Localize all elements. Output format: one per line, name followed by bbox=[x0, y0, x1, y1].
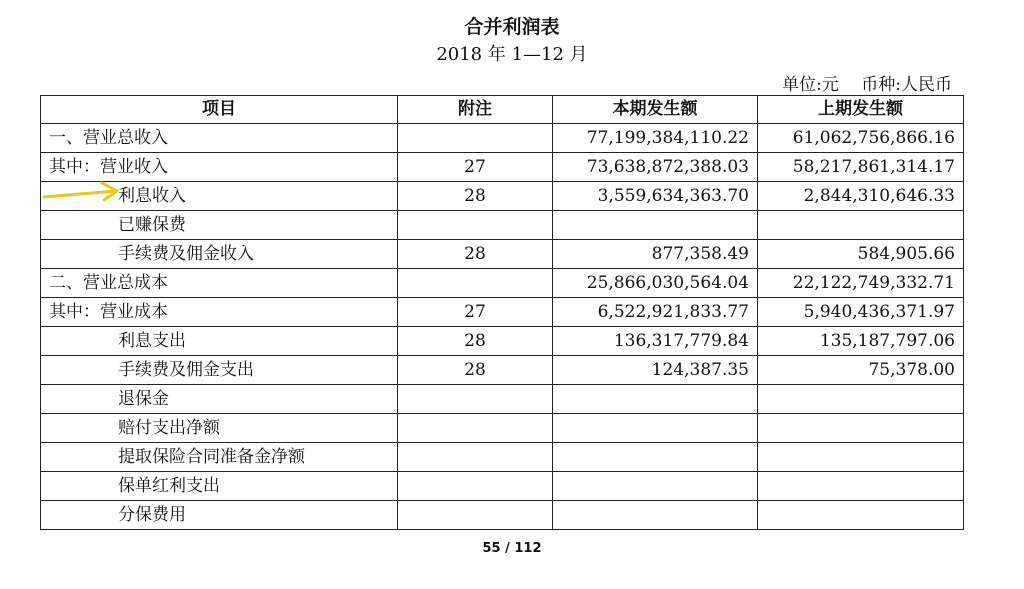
current-amount-cell bbox=[553, 443, 758, 472]
table-row bbox=[41, 182, 964, 211]
table-row bbox=[41, 385, 964, 414]
note-cell: 27 bbox=[398, 298, 553, 327]
table-row bbox=[41, 124, 964, 153]
item-cell: 其中：营业收入 bbox=[41, 153, 398, 182]
table-row bbox=[41, 211, 964, 240]
note-cell bbox=[398, 414, 553, 443]
item-cell: 保单红利支出 bbox=[41, 472, 398, 501]
current-amount-cell bbox=[553, 501, 758, 530]
table-row bbox=[41, 443, 964, 472]
item-cell: 手续费及佣金收入 bbox=[41, 240, 398, 269]
note-cell bbox=[398, 269, 553, 298]
item-cell: 分保费用 bbox=[41, 501, 398, 530]
note-cell: 28 bbox=[398, 182, 553, 211]
current-amount-cell: 877,358.49 bbox=[553, 240, 758, 269]
item-cell: 其中：营业成本 bbox=[41, 298, 398, 327]
note-cell bbox=[398, 385, 553, 414]
current-amount-cell: 136,317,779.84 bbox=[553, 327, 758, 356]
item-cell: 已赚保费 bbox=[41, 211, 398, 240]
highlight-arrow-icon bbox=[42, 180, 122, 204]
previous-amount-cell: 584,905.66 bbox=[758, 240, 964, 269]
column-header-note: 附注 bbox=[398, 96, 553, 124]
note-cell: 28 bbox=[398, 356, 553, 385]
note-cell: 28 bbox=[398, 327, 553, 356]
current-amount-cell: 77,199,384,110.22 bbox=[553, 124, 758, 153]
previous-amount-cell: 75,378.00 bbox=[758, 356, 964, 385]
table-row bbox=[41, 501, 964, 530]
item-cell: 利息支出 bbox=[41, 327, 398, 356]
previous-amount-cell: 5,940,436,371.97 bbox=[758, 298, 964, 327]
table-row bbox=[41, 153, 964, 182]
table-header-row bbox=[41, 96, 964, 124]
note-cell bbox=[398, 124, 553, 153]
table-row bbox=[41, 414, 964, 443]
previous-amount-cell bbox=[758, 501, 964, 530]
table-row bbox=[41, 327, 964, 356]
report-title: 合并利润表 bbox=[464, 16, 560, 38]
current-amount-cell bbox=[553, 211, 758, 240]
previous-amount-cell: 58,217,861,314.17 bbox=[758, 153, 964, 182]
item-cell: 手续费及佣金支出 bbox=[41, 356, 398, 385]
item-cell: 二、营业总成本 bbox=[41, 269, 398, 298]
note-cell bbox=[398, 443, 553, 472]
current-amount-cell: 25,866,030,564.04 bbox=[553, 269, 758, 298]
previous-amount-cell bbox=[758, 211, 964, 240]
currency-units: 单位:元 币种:人民币 bbox=[782, 75, 952, 95]
previous-amount-cell: 2,844,310,646.33 bbox=[758, 182, 964, 211]
current-amount-cell bbox=[553, 472, 758, 501]
previous-amount-cell: 61,062,756,866.16 bbox=[758, 124, 964, 153]
column-header-item: 项目 bbox=[41, 96, 398, 124]
previous-amount-cell bbox=[758, 443, 964, 472]
item-cell: 赔付支出净额 bbox=[41, 414, 398, 443]
table-row bbox=[41, 240, 964, 269]
table-row bbox=[41, 298, 964, 327]
table-row bbox=[41, 356, 964, 385]
previous-amount-cell bbox=[758, 472, 964, 501]
note-cell: 27 bbox=[398, 153, 553, 182]
income-statement-table bbox=[40, 95, 964, 530]
note-cell bbox=[398, 472, 553, 501]
column-header-previous-period: 上期发生额 bbox=[758, 96, 964, 124]
item-cell: 利息收入 bbox=[41, 182, 398, 211]
current-amount-cell: 6,522,921,833.77 bbox=[553, 298, 758, 327]
item-cell: 退保金 bbox=[41, 385, 398, 414]
page-number: 55 / 112 bbox=[482, 541, 542, 556]
previous-amount-cell: 22,122,749,332.71 bbox=[758, 269, 964, 298]
item-cell: 提取保险合同准备金净额 bbox=[41, 443, 398, 472]
current-amount-cell bbox=[553, 414, 758, 443]
previous-amount-cell bbox=[758, 414, 964, 443]
note-cell bbox=[398, 211, 553, 240]
current-amount-cell: 73,638,872,388.03 bbox=[553, 153, 758, 182]
current-amount-cell: 124,387.35 bbox=[553, 356, 758, 385]
current-amount-cell: 3,559,634,363.70 bbox=[553, 182, 758, 211]
current-amount-cell bbox=[553, 385, 758, 414]
table-row bbox=[41, 472, 964, 501]
previous-amount-cell bbox=[758, 385, 964, 414]
note-cell bbox=[398, 501, 553, 530]
item-cell: 一、营业总收入 bbox=[41, 124, 398, 153]
note-cell: 28 bbox=[398, 240, 553, 269]
table-row bbox=[41, 269, 964, 298]
report-period: 2018 年 1—12 月 bbox=[436, 44, 588, 65]
previous-amount-cell: 135,187,797.06 bbox=[758, 327, 964, 356]
column-header-current-period: 本期发生额 bbox=[553, 96, 758, 124]
